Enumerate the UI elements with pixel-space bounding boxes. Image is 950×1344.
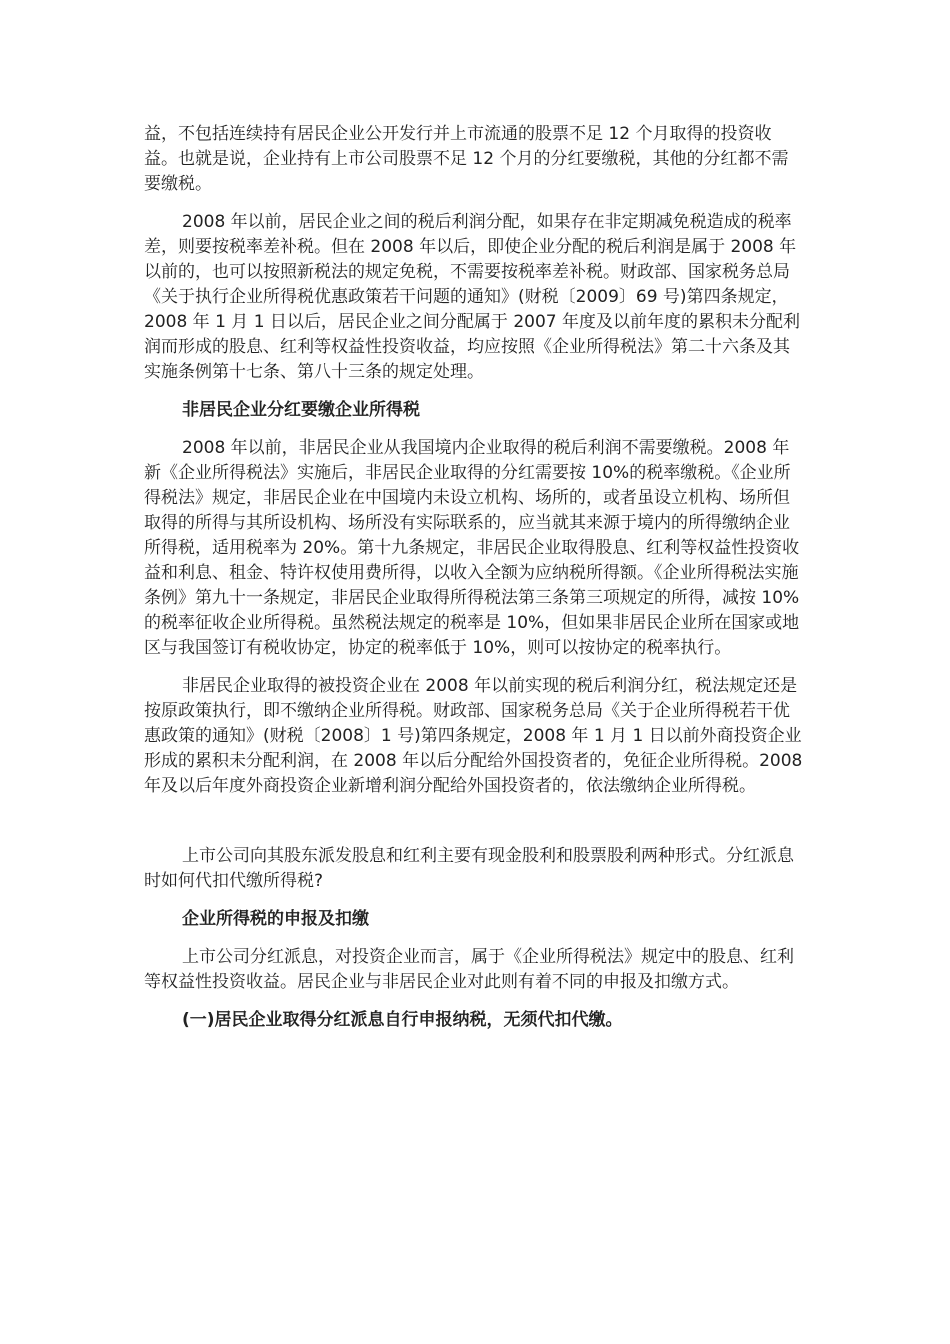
subheading-resident-self-filing: (一)居民企业取得分红派息自行申报纳税，无须代扣代缴。 (182, 1010, 623, 1030)
section-heading-nonresident: 非居民企业分红要缴企业所得税 (182, 400, 420, 420)
paragraph-pre-2008-resident: 2008 年以前，居民企业之间的税后利润分配，如果存在非定期减免税造成的税率差，则要按税率差补税。但在 2008 年以后，即使企业分配的税后利润是属于 2008 年以前的，也可以按照新税法的规定免税，不需要按税率差补税。财政部、国家税务总局《关于执行企业所得税优惠政策若干问题的通知》(财税〔2009〕69 号)第四条规定，2008 年 1 月 1 日以后，居民企业之间分配属于 2007 年度及以前年度的累积未分配利润而形成的股息、红利等权益性投资收益，均应按照《企业所得税法》第二十六条及其实施条例第十七条、第八十三条的规定处理。 (144, 212, 800, 382)
paragraph-filing-intro: 上市公司分红派息，对投资企业而言，属于《企业所得税法》规定中的股息、红利等权益性投资收益。居民企业与非居民企业对此则有着不同的申报及扣缴方式。 (144, 947, 794, 992)
document-page (144, 122, 804, 1033)
paragraph-dividend-forms: 上市公司向其股东派发股息和红利主要有现金股利和股票股利两种形式。分红派息时如何代扣代缴所得税? (144, 846, 794, 891)
paragraph-nonresident-tax: 2008 年以前，非居民企业从我国境内企业取得的税后利润不需要缴税。2008 年新《企业所得税法》实施后，非居民企业取得的分红需要按 10%的税率缴税。《企业所得税法》规定，非居民企业在中国境内未设立机构、场所的，或者虽设立机构、场所但取得的所得与其所设机构、场所没有实际联系的，应当就其来源于境内的所得缴纳企业所得税，适用税率为 20%。第十九条规定，非居民企业取得股息、红利等权益性投资收益和利息、租金、特许权使用费所得，以收入全额为应纳税所得额。《企业所得税法实施条例》第九十一条规定，非居民企业取得所得税法第三条第三项规定的所得，减按 10%的税率征收企业所得税。虽然税法规定的税率是 10%，但如果非居民企业所在国家或地区与我国签订有税收协定，协定的税率低于 10%，则可以按协定的税率执行。 (144, 438, 800, 658)
blank-gap (144, 799, 804, 844)
paragraph-continued: 益，不包括连续持有居民企业公开发行并上市流通的股票不足 12 个月取得的投资收益。也就是说，企业持有上市公司股票不足 12 个月的分红要缴税，其他的分红都不需要缴税。 (144, 124, 789, 194)
section-heading-filing: 企业所得税的申报及扣缴 (182, 909, 369, 929)
paragraph-nonresident-pre-2008: 非居民企业取得的被投资企业在 2008 年以前实现的税后利润分红，税法规定还是按原政策执行，即不缴纳企业所得税。财政部、国家税务总局《关于企业所得税若干优惠政策的通知》(财税〔2008〕1 号)第四条规定，2008 年 1 月 1 日以前外商投资企业形成的累积未分配利润，在 2008 年以后分配给外国投资者的，免征企业所得税。2008 年及以后年度外商投资企业新增利润分配给外国投资者的，依法缴纳企业所得税。 (144, 676, 803, 796)
